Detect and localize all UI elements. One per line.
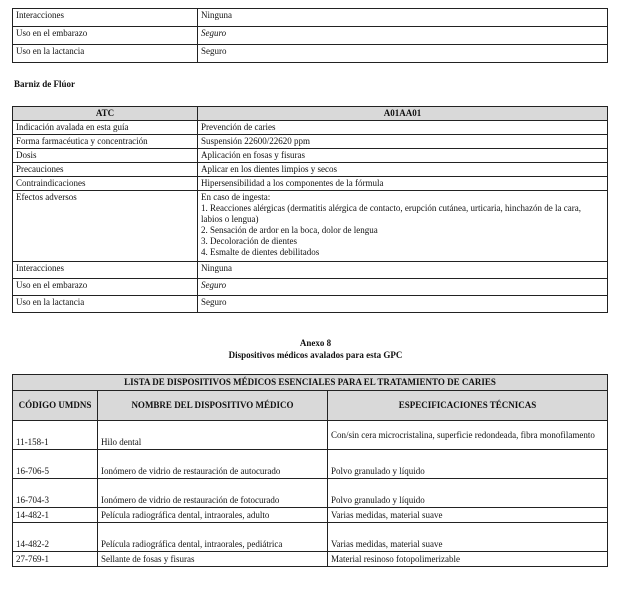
annex-title: Anexo 8	[299, 338, 332, 348]
table-header-row	[13, 391, 608, 421]
table-header-row	[13, 107, 608, 121]
device-name-header: NOMBRE DEL DISPOSITIVO MÉDICO	[98, 391, 328, 421]
row-label: Contraindicaciones	[13, 177, 198, 191]
atc-code-header: A01AA01	[198, 107, 608, 121]
adverse-line: 3. Decoloración de dientes	[201, 236, 297, 246]
adverse-line: 1. Reacciones alérgicas (dermatitis alérgica de contacto, erupción cutánea, urticaria, hinchazón de la cara, labios o lengua)	[201, 203, 581, 224]
table-row	[13, 191, 608, 262]
devices-caption: LISTA DE DISPOSITIVOS MÉDICOS ESENCIALES PARA EL TRATAMIENTO DE CARIES	[13, 375, 608, 391]
row-label: Indicación avalada en esta guía	[13, 121, 198, 135]
code-header: CÓDIGO UMDNS	[13, 391, 98, 421]
device-spec: Polvo granulado y líquido	[328, 450, 608, 479]
adverse-line: En caso de ingesta:	[201, 192, 271, 202]
row-label: Uso en el embarazo	[13, 279, 198, 296]
table-row	[13, 45, 608, 63]
row-value: Aplicación en fosas y fisuras	[198, 149, 608, 163]
table-row	[13, 177, 608, 191]
row-value: Ninguna	[198, 9, 608, 27]
device-spec: Polvo granulado y líquido	[328, 479, 608, 508]
device-code: 14-482-2	[13, 523, 98, 552]
section-title: Barniz de Flúor	[14, 79, 75, 89]
adverse-effects-cell	[198, 191, 608, 262]
table-row	[13, 450, 608, 479]
device-name: Película radiográfica dental, intraorales, pediátrica	[98, 523, 328, 552]
row-value: Seguro	[198, 296, 608, 313]
table-row	[13, 552, 608, 567]
devices-table	[12, 374, 608, 567]
row-value: Ninguna	[198, 262, 608, 279]
row-value: Hipersensibilidad a los componentes de la fórmula	[198, 177, 608, 191]
device-code: 16-704-3	[13, 479, 98, 508]
row-value: Seguro	[198, 279, 608, 296]
device-spec: Con/sin cera microcristalina, superficie redondeada, fibra monofilamento	[328, 421, 608, 450]
row-label: Uso en la lactancia	[13, 45, 198, 63]
atc-header: ATC	[13, 107, 198, 121]
row-value: Seguro	[198, 45, 608, 63]
row-value: Aplicar en los dientes limpios y secos	[198, 163, 608, 177]
spec-header: ESPECIFICACIONES TÉCNICAS	[328, 391, 608, 421]
row-label: Uso en la lactancia	[13, 296, 198, 313]
row-value: Prevención de caries	[198, 121, 608, 135]
table-row	[13, 421, 608, 450]
table-row	[13, 262, 608, 279]
table-row	[13, 121, 608, 135]
table-row	[13, 479, 608, 508]
row-label: Uso en el embarazo	[13, 27, 198, 45]
device-name: Ionómero de vidrio de restauración de autocurado	[98, 450, 328, 479]
device-code: 16-706-5	[13, 450, 98, 479]
adverse-line: 4. Esmalte de dientes debilitados	[201, 247, 320, 257]
annex-heading	[0, 337, 631, 361]
device-code: 27-769-1	[13, 552, 98, 567]
table-row	[13, 296, 608, 313]
row-label: Precauciones	[13, 163, 198, 177]
varnish-table	[12, 106, 608, 313]
row-label: Dosis	[13, 149, 198, 163]
top-drug-table	[12, 8, 608, 63]
table-row	[13, 135, 608, 149]
table-row	[13, 149, 608, 163]
annex-subtitle: Dispositivos médicos avalados para esta GPC	[228, 350, 403, 360]
table-caption-row	[13, 375, 608, 391]
row-label: Efectos adversos	[13, 191, 198, 262]
device-spec: Varias medidas, material suave	[328, 508, 608, 523]
row-value: Suspensión 22600/22620 ppm	[198, 135, 608, 149]
row-label: Forma farmacéutica y concentración	[13, 135, 198, 149]
table-row	[13, 9, 608, 27]
table-row	[13, 279, 608, 296]
adverse-line: 2. Sensación de ardor en la boca, dolor de lengua	[201, 225, 378, 235]
row-label: Interacciones	[13, 262, 198, 279]
device-name: Hilo dental	[98, 421, 328, 450]
device-code: 11-158-1	[13, 421, 98, 450]
device-name: Sellante de fosas y fisuras	[98, 552, 328, 567]
device-name: Película radiográfica dental, intraorales, adulto	[98, 508, 328, 523]
row-value: Seguro	[198, 27, 608, 45]
table-row	[13, 508, 608, 523]
device-spec: Varias medidas, material suave	[328, 523, 608, 552]
row-label: Interacciones	[13, 9, 198, 27]
table-row	[13, 163, 608, 177]
table-row	[13, 523, 608, 552]
device-name: Ionómero de vidrio de restauración de fotocurado	[98, 479, 328, 508]
device-code: 14-482-1	[13, 508, 98, 523]
device-spec: Material resinoso fotopolimerizable	[328, 552, 608, 567]
table-row	[13, 27, 608, 45]
